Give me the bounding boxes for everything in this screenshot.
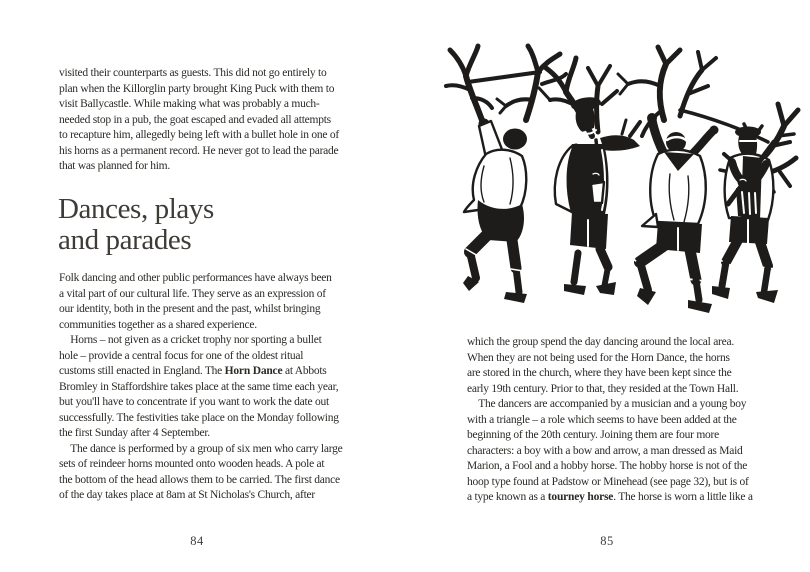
text-line: our identity, both in the present and the past, whilst bringing: [59, 303, 321, 315]
dancer-1-shirt: [464, 150, 526, 213]
text-line: with a triangle – a role which seems to have been added at the: [467, 413, 737, 426]
dancer-1: [446, 46, 566, 303]
dancer-2: [539, 58, 640, 295]
text-line: sets of reindeer horns mounted onto wooden heads. A pole at: [59, 458, 325, 470]
chapter-heading-line2: and parades: [58, 224, 192, 256]
text-line: the bottom of the head allows them to be carried. The first dance: [59, 473, 340, 486]
text-line: plan when the Killorglin party brought King Puck with them to: [59, 82, 335, 95]
dancer-2-forearm: [591, 182, 604, 203]
text-line: Bromley in Staffordshire takes place at the same time each year,: [59, 380, 339, 393]
dancer-1-antlers: [446, 46, 566, 126]
text-line: but you'll have to concentrate if you want to work the date out: [59, 396, 329, 408]
text-line: are stored in the church, where they have been kept since the: [467, 367, 732, 379]
text-line: needed stop in a pub, the goat escaped and evaded all attempts: [59, 113, 331, 126]
dancer-4: [712, 104, 798, 303]
text-line: of the day takes place at 8am at St Nicholas's Church, after: [59, 489, 315, 501]
text-line: Horns – not given as a cricket trophy nor sporting a bullet: [59, 334, 322, 346]
dancer-3-right-arm: [692, 132, 712, 154]
text-line: Marion, a Fool and a hobby horse. The hobby horse is not of the: [467, 460, 748, 472]
horn-dance-illustration: [426, 42, 802, 314]
text-line: to recapture him, allegedly being left with a bullet hole in one of: [59, 129, 339, 141]
right-page-number: 85: [600, 534, 614, 548]
text-line: early 19th century. Prior to that, they resided at the Town Hall.: [467, 382, 739, 395]
dancer-4-legs: [712, 240, 778, 303]
text-line: The dance is performed by a group of six men who carry large: [59, 442, 343, 455]
text-line: the first Sunday after 4 September.: [59, 427, 210, 439]
text-line: When they are not being used for the Horn Dance, the horns: [467, 351, 730, 364]
left-page-body-text: [59, 271, 342, 504]
text-line: his horns as a permanent record. He never got to lead the parade: [59, 144, 339, 157]
text-line: visit Ballycastle. While making what was probably a much-: [59, 98, 320, 110]
text-line: hole – provide a central focus for one of the oldest ritual: [59, 349, 304, 362]
text-line: a type known as a tourney horse. The horse is worn a little like a: [467, 491, 753, 503]
text-line: customs still enacted in England. The Horn Dance at Abbots: [59, 365, 327, 377]
dancer-3-right-hand: [710, 126, 719, 135]
dancer-3-left-hand: [647, 113, 657, 123]
text-line: that was planned for him.: [59, 160, 170, 172]
text-line: hoop type found at Padstow or Minehead (see page 32), but is of: [467, 475, 749, 488]
text-line: Folk dancing and other public performances have always been: [59, 272, 332, 284]
dancer-2-fist: [590, 170, 602, 182]
dancer-3-legs: [633, 244, 712, 313]
text-line: visited their counterparts as guests. This did not go entirely to: [59, 67, 327, 79]
text-line: which the group spend the day dancing around the local area.: [467, 336, 734, 348]
dancer-3-left-arm: [652, 120, 664, 154]
dancer-2-head: [576, 106, 595, 132]
text-line: communities together as a shared experience.: [59, 318, 257, 331]
horn-dance-illustration-svg: [426, 42, 802, 314]
dancer-4-fist-left: [738, 177, 749, 188]
right-page-body-text: [467, 335, 753, 506]
dancer-1-head: [503, 129, 527, 150]
dancer-1-legs: [463, 234, 527, 303]
dancer-3-antlers: [618, 47, 716, 136]
dancer-3: [618, 47, 719, 313]
text-line: successfully. The festivities take place on the Monday following: [59, 411, 339, 424]
dancer-2-legs: [564, 249, 616, 295]
chapter-heading: [58, 194, 214, 256]
text-line: The dancers are accompanied by a musician and a young boy: [467, 398, 747, 410]
dancer-3-hem: [642, 214, 658, 227]
text-line: beginning of the 20th century. Joining them are four more: [467, 429, 719, 441]
text-line: characters: a boy with a bow and arrow, a man dressed as Maid: [467, 444, 743, 457]
dancer-4-fist-right: [748, 180, 759, 191]
left-page-opening-paragraph: [59, 66, 339, 175]
text-line: a vital part of our cultural life. They serve as an expression of: [59, 287, 326, 300]
left-page-number: 84: [190, 534, 204, 548]
chapter-heading-line1: Dances, plays: [58, 193, 214, 225]
